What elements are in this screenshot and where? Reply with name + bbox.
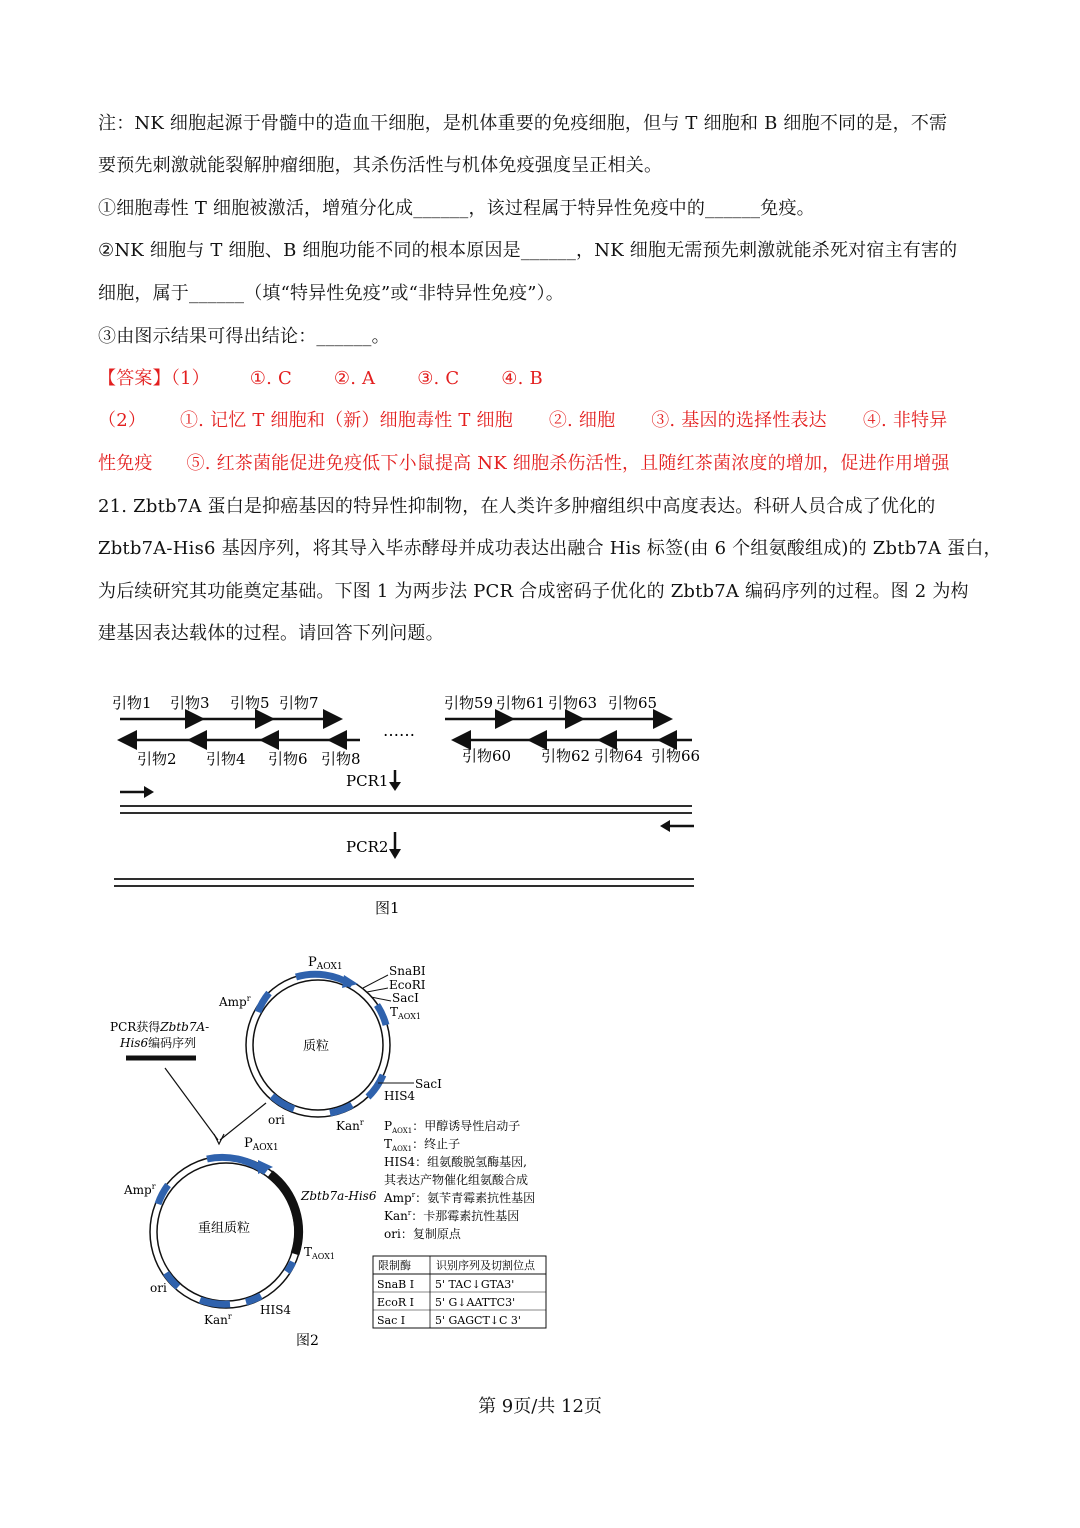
plasmid-ori-label: ori <box>268 1113 285 1127</box>
question-3: ③由图示结果可得出结论：______。 <box>98 326 390 347</box>
primer-label-8: 引物8 <box>321 750 361 768</box>
page-footer: 第 9页/共 12页 <box>478 1396 602 1417</box>
table-header-site: 识别序列及切割位点 <box>436 1259 535 1272</box>
answer-2-4-cont: 性免疫 <box>98 453 153 474</box>
primer-label-59: 引物59 <box>444 694 494 712</box>
table-row: 5' TAC↓GTA3' <box>435 1278 515 1291</box>
table-header-enzyme: 限制酶 <box>378 1259 411 1272</box>
plasmid-amp-label: Amp$^r$ <box>219 994 251 1009</box>
recombinant-center-label: 重组质粒 <box>198 1221 251 1236</box>
ligation-arrows <box>165 1068 266 1144</box>
question-2-line-2: 细胞，属于______（填“特异性免疫”或“非特异性免疫”）。 <box>98 283 565 304</box>
gene-insert-segment <box>270 1174 299 1254</box>
answer-1-4: ④. B <box>501 368 543 389</box>
q21-line-3: 为后续研究其功能奠定基础。下图 1 为两步法 PCR 合成密码子优化的 Zbtb7A 编码序列的过程。图 2 为构 <box>98 581 969 602</box>
recombinant-his4-label: HIS4 <box>260 1303 292 1317</box>
table-row: EcoR I <box>377 1296 414 1309</box>
primer-label-63: 引物63 <box>548 694 598 712</box>
table-row: Sac I <box>377 1314 406 1327</box>
ellipsis-dots: …… <box>383 721 415 740</box>
svg-text:Kanr：卡那霉素抗性基因: Kan$^r$：卡那霉素抗性基因 <box>384 1209 520 1223</box>
plasmid-taox1-label: $T_{AOX1}$ <box>390 1005 421 1021</box>
recombinant-paox1-label: $P_{AOX1}$ <box>244 1136 279 1153</box>
table-row: 5' G↓AATTC3' <box>435 1296 516 1309</box>
table-row: SnaB I <box>377 1278 415 1291</box>
snabi-label: SnaBI <box>389 964 426 978</box>
answer-part-2: （2） <box>98 410 147 431</box>
his4-segment <box>368 1075 383 1097</box>
svg-text:TAOX1：终止子: $T_{AOX1}$：终止子 <box>384 1137 461 1153</box>
answer-2-4: ④. 非特异 <box>862 410 948 431</box>
q21-line-4: 建基因表达载体的过程。请回答下列问题。 <box>98 623 444 644</box>
restriction-enzyme-table <box>373 1256 546 1328</box>
recombinant-amp-label: Amp$^r$ <box>124 1182 156 1197</box>
pcr-insert-label-2: His6编码序列 <box>120 1036 197 1050</box>
pcr2-label: PCR2 <box>346 838 389 856</box>
q21-line-2: Zbtb7A-His6 基因序列，将其导入毕赤酵母并成功表达出融合 His 标签(由 6 个组氨酸组成)的 Zbtb7A 蛋白， <box>98 538 1002 559</box>
svg-text:PAOX1：甲醇诱导性启动子: $P_{AOX1}$：甲醇诱导性启动子 <box>384 1119 521 1135</box>
primer-label-3: 引物3 <box>170 694 210 712</box>
question-2-line-1: ②NK 细胞与 T 细胞、B 细胞功能不同的根本原因是______，NK 细胞无需预先刺激就能杀死对宿主有害的 <box>98 240 958 261</box>
plasmid-his4-label: HIS4 <box>384 1089 416 1103</box>
pcr-insert-label-1: PCR获得Zbtb7A- <box>110 1020 210 1034</box>
answer-2-2: ②. 细胞 <box>548 410 616 431</box>
note-line-1: 注：NK 细胞起源于骨髓中的造血干细胞，是机体重要的免疫细胞，但与 T 细胞和 B 细胞不同的是，不需 <box>98 113 948 134</box>
recombinant-kan-label: Kan$^r$ <box>204 1312 232 1327</box>
primer-label-1: 引物1 <box>112 694 152 712</box>
primer-label-2: 引物2 <box>137 750 177 768</box>
figure-1-caption: 图1 <box>375 899 400 917</box>
answer-tag: 【答案】 <box>98 368 171 389</box>
primer-label-5: 引物5 <box>230 694 270 712</box>
primer-label-62: 引物62 <box>541 747 591 765</box>
note-line-2: 要预先刺激就能裂解肿瘤细胞，其杀伤活性与机体免疫强度呈正相关。 <box>98 155 663 176</box>
figure-2-caption: 图2 <box>296 1333 319 1349</box>
primer-label-66: 引物66 <box>651 747 701 765</box>
svg-text:ori：复制原点: ori：复制原点 <box>384 1227 461 1241</box>
primer-label-64: 引物64 <box>594 747 644 765</box>
plasmid-kan-label: Kan$^r$ <box>336 1118 364 1133</box>
answer-2-3: ③. 基因的选择性表达 <box>651 410 827 431</box>
primer-label-61: 引物61 <box>496 694 546 712</box>
answer-2-5: ⑤. 红茶菌能促进免疫低下小鼠提高 NK 细胞杀伤活性，且随红茶菌浓度的增加，促进作用增强 <box>186 453 950 474</box>
plasmid-center-label: 质粒 <box>303 1039 330 1054</box>
svg-text:HIS4：组氨酸脱氢酶基因,: HIS4：组氨酸脱氢酶基因, <box>384 1155 527 1169</box>
recombinant-ori-label: ori <box>150 1281 167 1295</box>
primer-label-65: 引物65 <box>608 694 658 712</box>
answer-2-1: ①. 记忆 T 细胞和（新）细胞毒性 T 细胞 <box>179 410 513 431</box>
primer-label-7: 引物7 <box>279 694 319 712</box>
recombinant-taox1-label: $T_{AOX1}$ <box>304 1245 335 1261</box>
primer-label-60: 引物60 <box>462 747 512 765</box>
answer-part-1: （1） <box>170 368 210 389</box>
plasmid-paox1-label: $P_{AOX1}$ <box>308 955 343 972</box>
svg-text:其表达产物催化组氨酸合成: 其表达产物催化组氨酸合成 <box>384 1173 529 1187</box>
q21-line-1: 21. Zbtb7A 蛋白是抑癌基因的特异性抑制物，在人类许多肿瘤组织中高度表达。科研人员合成了优化的 <box>98 496 936 517</box>
answer-1-2: ②. A <box>333 368 376 389</box>
saci-bottom-label: SacI <box>415 1077 442 1091</box>
pcr1-label: PCR1 <box>346 772 389 790</box>
ori-segment <box>272 1096 294 1109</box>
svg-text:Ampr：氨苄青霉素抗性基因: Amp$^r$：氨苄青霉素抗性基因 <box>384 1191 536 1205</box>
gene-insert-label: Zbtb7a-His6 <box>301 1189 377 1203</box>
saci-top-label: SacI <box>392 991 419 1005</box>
answer-1-3: ③. C <box>417 368 460 389</box>
primer-label-6: 引物6 <box>268 750 308 768</box>
figure-2-legend <box>383 1118 535 1241</box>
question-1: ①细胞毒性 T 细胞被激活，增殖分化成______，该过程属于特异性免疫中的______免疫。 <box>98 198 815 219</box>
primer-label-4: 引物4 <box>206 750 246 768</box>
ecori-label: EcoRI <box>389 978 426 992</box>
table-row: 5' GAGCT↓C 3' <box>435 1314 521 1327</box>
answer-1-1: ①. C <box>249 368 292 389</box>
